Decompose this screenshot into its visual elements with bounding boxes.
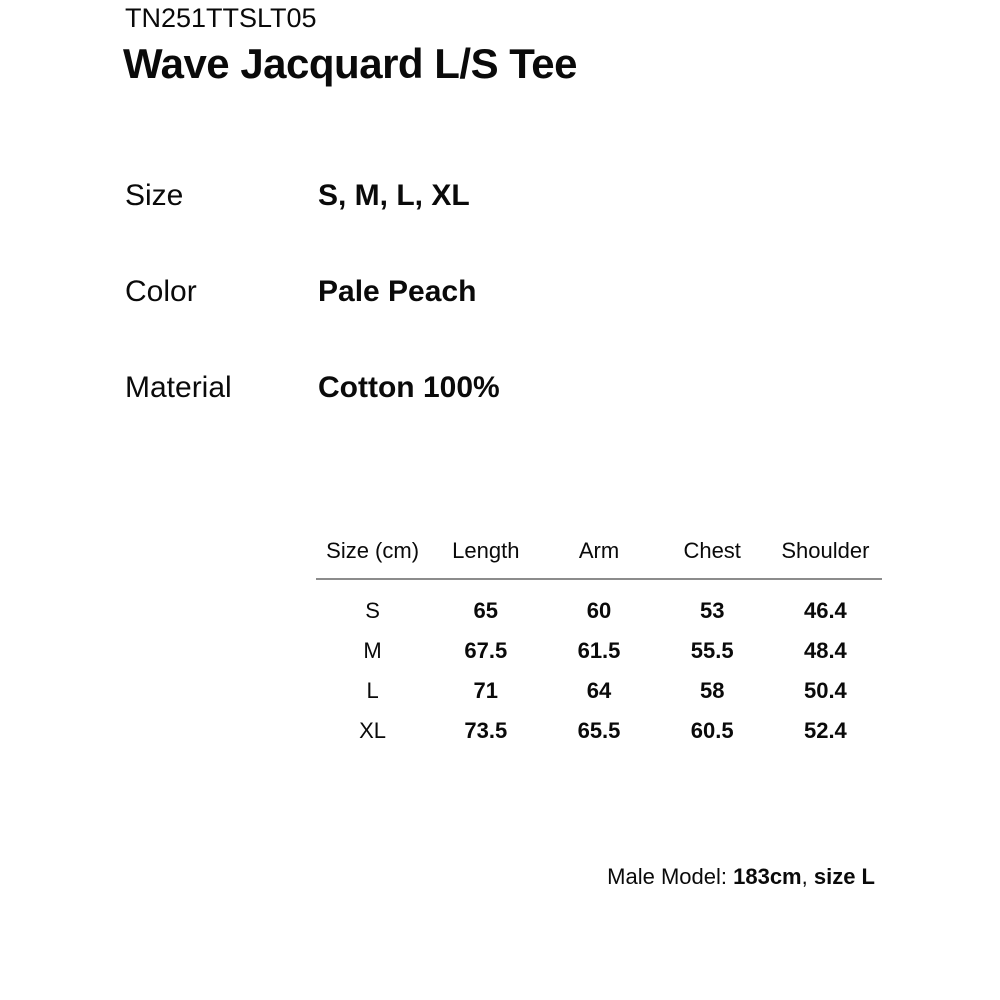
attribute-value: S, M, L, XL <box>318 179 470 212</box>
attribute-label: Material <box>125 371 232 404</box>
value-cell: 65.5 <box>577 718 621 743</box>
value-cell: 50.4 <box>803 678 847 703</box>
model-height: 183cm <box>733 864 802 889</box>
value-cell: 61.5 <box>577 638 621 663</box>
column-header: Length <box>452 538 520 563</box>
model-info-label: Male Model: <box>607 864 734 889</box>
model-info-separator: , <box>801 864 814 889</box>
value-cell: 55.5 <box>690 638 734 663</box>
product-title: Wave Jacquard L/S Tee <box>123 40 578 87</box>
product-code: TN251TTSLT05 <box>125 3 317 33</box>
table-row <box>316 711 882 751</box>
size-cell: S <box>365 598 380 623</box>
attribute-label: Color <box>125 275 197 308</box>
size-chart-header-row <box>316 536 882 566</box>
table-row <box>316 671 882 711</box>
attribute-row-color <box>125 275 885 309</box>
attribute-row-material <box>125 371 885 405</box>
value-cell: 52.4 <box>803 718 847 743</box>
value-cell: 60 <box>586 598 612 623</box>
value-cell: 71 <box>473 678 499 703</box>
attribute-row-size <box>125 179 885 213</box>
value-cell: 73.5 <box>464 718 508 743</box>
model-info <box>607 864 875 890</box>
value-cell: 53 <box>699 598 725 623</box>
attribute-value: Pale Peach <box>318 275 477 308</box>
attribute-label: Size <box>125 179 184 212</box>
column-header: Shoulder <box>781 538 870 563</box>
table-divider <box>316 578 882 580</box>
attribute-value: Cotton 100% <box>318 371 500 404</box>
value-cell: 48.4 <box>803 638 847 663</box>
table-row <box>316 631 882 671</box>
column-header: Size (cm) <box>326 538 420 563</box>
value-cell: 58 <box>699 678 725 703</box>
column-header: Arm <box>578 538 620 563</box>
value-cell: 64 <box>586 678 612 703</box>
column-header: Chest <box>683 538 741 563</box>
value-cell: 60.5 <box>690 718 734 743</box>
value-cell: 67.5 <box>464 638 508 663</box>
table-row <box>316 591 882 631</box>
model-size: size L <box>813 864 875 889</box>
size-chart-body <box>316 591 882 751</box>
value-cell: 46.4 <box>803 598 847 623</box>
size-cell: M <box>363 638 382 663</box>
size-cell: L <box>366 678 379 703</box>
size-cell: XL <box>359 718 387 743</box>
value-cell: 65 <box>473 598 499 623</box>
size-chart-table <box>316 536 882 751</box>
